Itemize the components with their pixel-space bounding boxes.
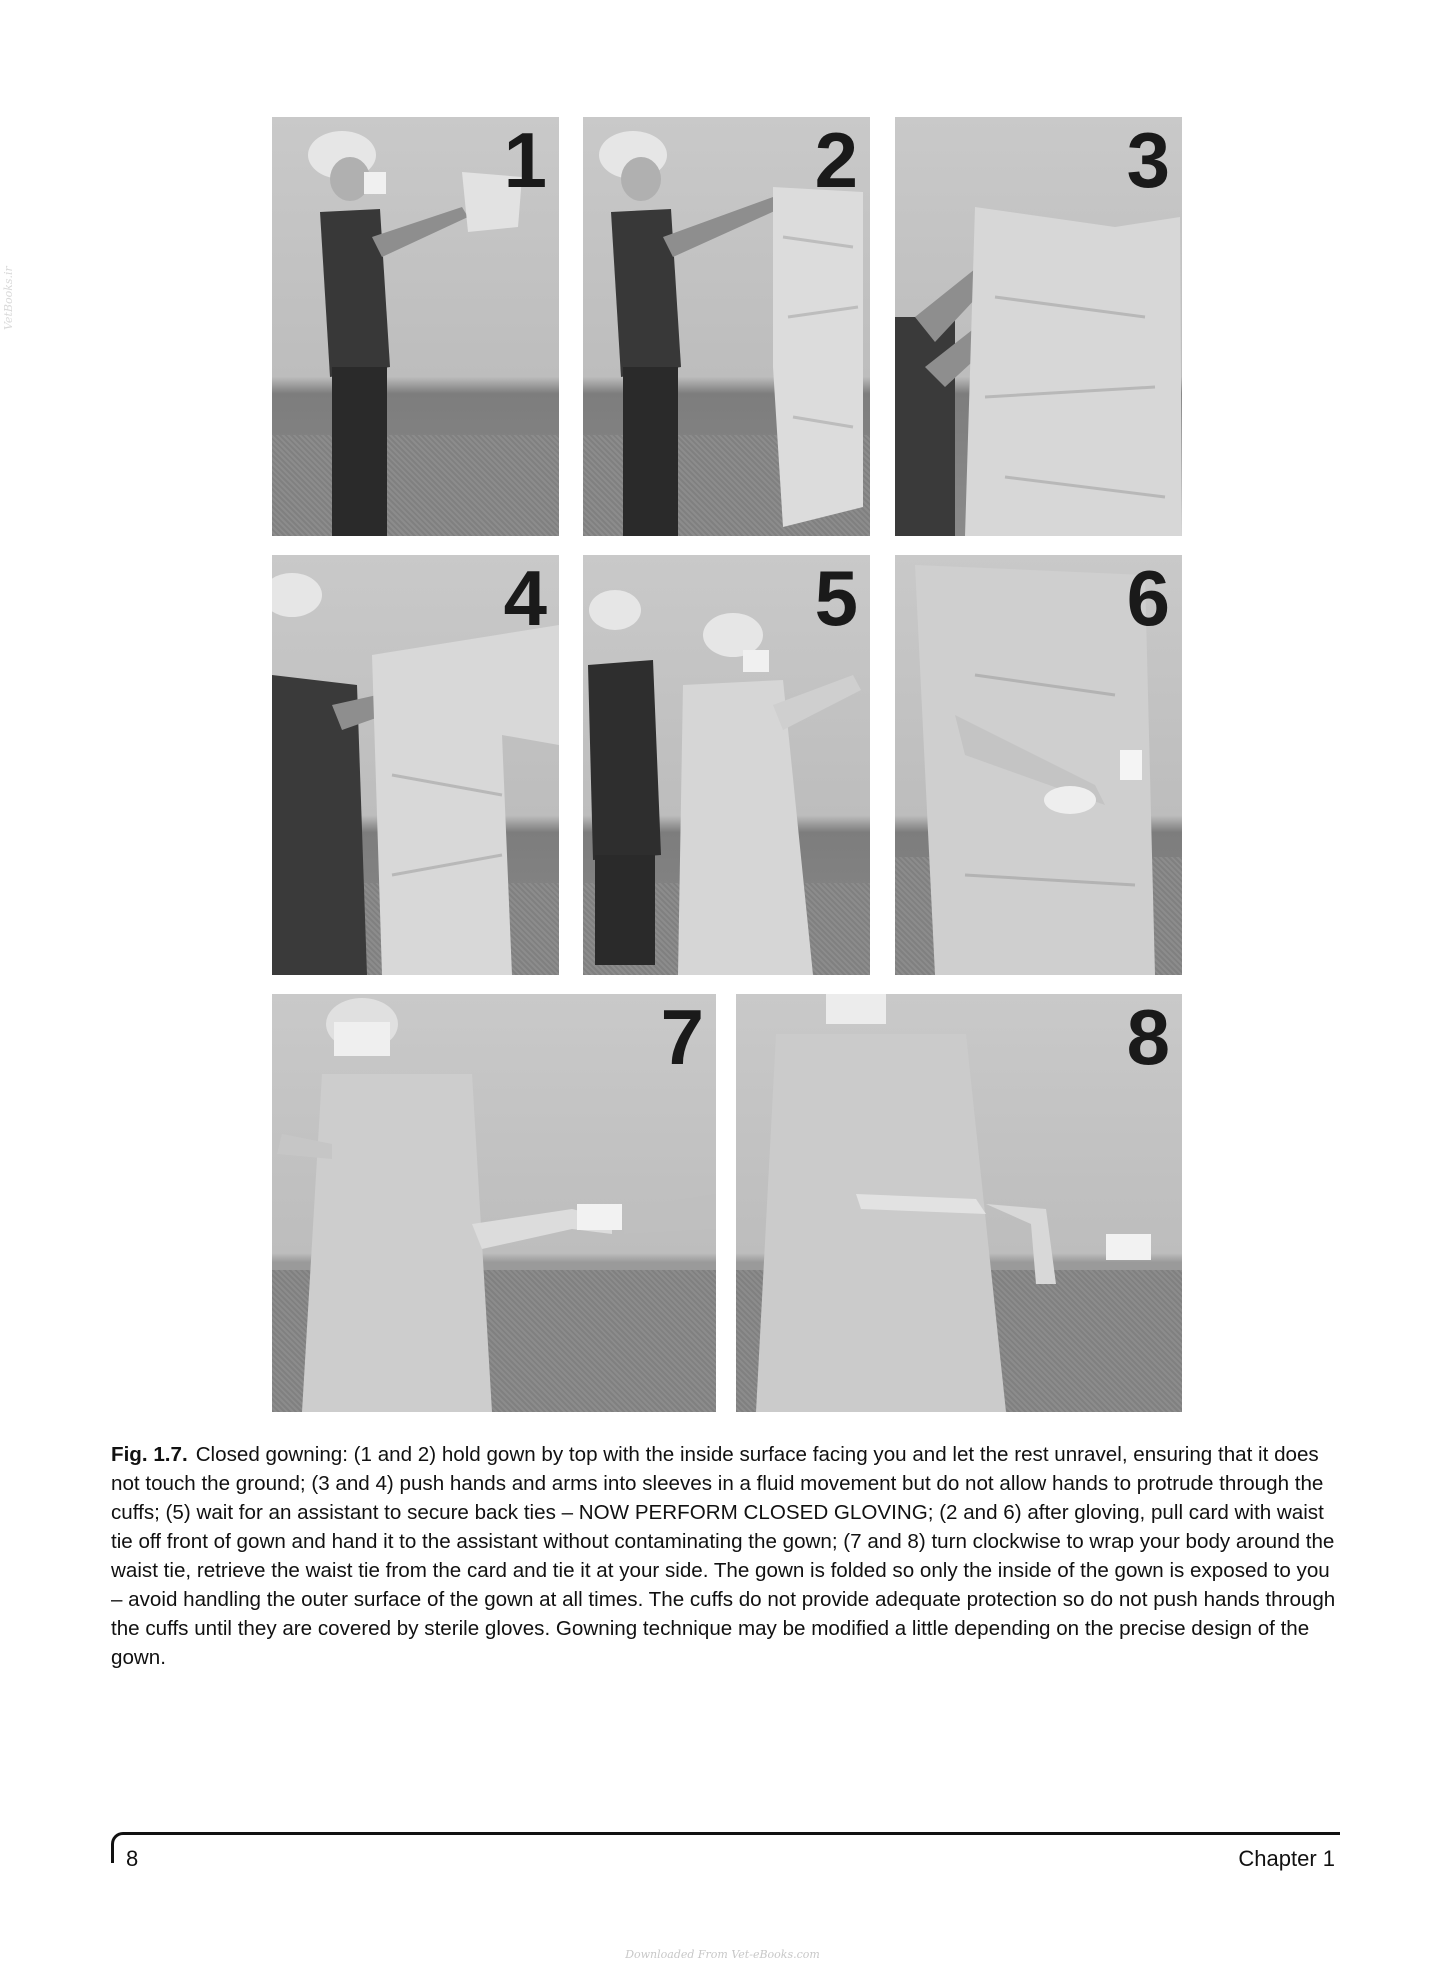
panel-number: 4 (503, 555, 547, 642)
panel-number: 1 (503, 117, 547, 204)
panel-number: 6 (1126, 555, 1170, 642)
caption-text: Closed gowning: (1 and 2) hold gown by top with the inside surface facing you and let the rest unravel, ensuring that it does not touch the ground; (3 and 4) push hands and arms into sleeves in a fluid movement but do not allow hands to protrude through the cuffs; (5) wait for an assistant to secure back ties – NOW PERFORM CLOSED GLOVING; (2 and 6) after gloving, pull card with waist tie off front of gown and hand it to the assistant without contaminating the gown; (7 and 8) turn clockwise to wrap your body around the waist tie, retrieve the waist tie from the card and tie it at your side. The gown is folded so only the inside of the gown is exposed to you – avoid handling the outer surface of the gown at all times. The cuffs do not provide adequate protection so do not push hands through the cuffs until they are covered by sterile gloves. Gowning technique may be modified a little depending on the precise design of the gown. (111, 1443, 1336, 1669)
panel-number: 2 (814, 117, 858, 204)
panel-number: 8 (1126, 994, 1170, 1081)
panel-number: 3 (1126, 117, 1170, 204)
photo-panel-5 (583, 555, 870, 975)
caption-label: Fig. 1.7. (111, 1443, 188, 1466)
photo-panel-3 (895, 117, 1182, 536)
chapter-label: Chapter 1 (1238, 1846, 1335, 1871)
photo-panel-1 (272, 117, 559, 536)
photo-panel-2 (583, 117, 870, 536)
photo-panel-7 (272, 994, 716, 1412)
person-figure-icon (736, 994, 1182, 1412)
person-figure-icon (272, 994, 716, 1412)
figure-caption (111, 1440, 1336, 1672)
panel-number: 7 (660, 994, 704, 1081)
side-watermark: VetBooks.ir (2, 266, 15, 330)
bottom-watermark: Downloaded From Vet-eBooks.com (625, 1948, 820, 1961)
footer-rule (111, 1832, 1340, 1863)
photo-panel-6 (895, 555, 1182, 975)
photo-panel-4 (272, 555, 559, 975)
page-number: 8 (126, 1846, 139, 1871)
panel-number: 5 (814, 555, 858, 642)
photo-panel-8 (736, 994, 1182, 1412)
